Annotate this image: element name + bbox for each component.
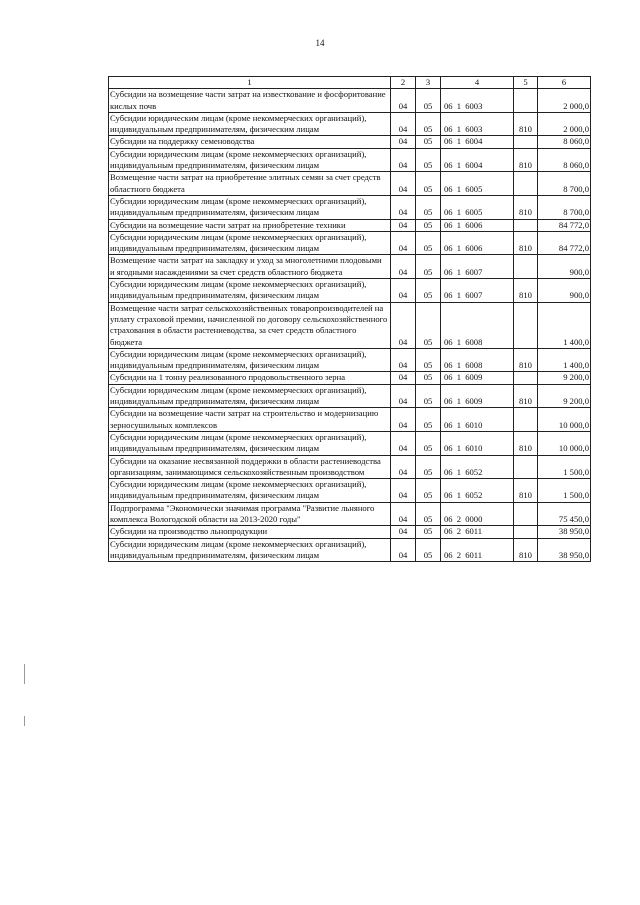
row-name: Возмещение части затрат на приобретение элитных семян за счет средств областного бюджета xyxy=(109,172,391,196)
row-section: 04 xyxy=(391,526,416,538)
row-name: Субсидии юридическим лицам (кроме некоммерческих организаций), индивидуальным предпринимателям, физическим лицам xyxy=(109,148,391,172)
row-expense-type: 810 xyxy=(514,348,538,372)
table-header-row xyxy=(109,77,591,89)
row-expense-type xyxy=(514,219,538,231)
row-expense-type: 810 xyxy=(514,479,538,503)
row-target-item: 06 1 6005 xyxy=(441,172,514,196)
row-expense-type xyxy=(514,302,538,348)
row-expense-type xyxy=(514,502,538,526)
row-section: 04 xyxy=(391,348,416,372)
column-header-expense-type: 5 xyxy=(514,77,538,89)
row-expense-type: 810 xyxy=(514,231,538,255)
row-section: 04 xyxy=(391,112,416,136)
table-row xyxy=(109,136,591,148)
row-section: 04 xyxy=(391,372,416,384)
row-expense-type: 810 xyxy=(514,538,538,562)
row-section: 04 xyxy=(391,279,416,303)
row-amount: 1 400,0 xyxy=(538,348,591,372)
row-amount: 2 000,0 xyxy=(538,89,591,113)
row-expense-type xyxy=(514,172,538,196)
row-section: 04 xyxy=(391,195,416,219)
table-row xyxy=(109,255,591,279)
column-header-subsection: 3 xyxy=(416,77,441,89)
row-expense-type xyxy=(514,372,538,384)
row-subsection: 05 xyxy=(416,148,441,172)
row-section: 04 xyxy=(391,455,416,479)
table-row xyxy=(109,112,591,136)
row-section: 04 xyxy=(391,479,416,503)
row-name: Субсидии на возмещение части затрат на приобретение техники xyxy=(109,219,391,231)
row-section: 04 xyxy=(391,172,416,196)
row-amount: 84 772,0 xyxy=(538,231,591,255)
table-row xyxy=(109,172,591,196)
row-subsection: 05 xyxy=(416,502,441,526)
row-subsection: 05 xyxy=(416,455,441,479)
row-target-item: 06 2 0000 xyxy=(441,502,514,526)
row-amount: 8 700,0 xyxy=(538,172,591,196)
row-name: Субсидии юридическим лицам (кроме некоммерческих организаций), индивидуальным предпринимателям, физическим лицам xyxy=(109,538,391,562)
row-expense-type xyxy=(514,89,538,113)
row-subsection: 05 xyxy=(416,538,441,562)
row-target-item: 06 1 6004 xyxy=(441,136,514,148)
row-subsection: 05 xyxy=(416,279,441,303)
row-name: Субсидии на 1 тонну реализованного продовольственного зерна xyxy=(109,372,391,384)
row-target-item: 06 1 6008 xyxy=(441,348,514,372)
row-expense-type xyxy=(514,526,538,538)
row-target-item: 06 1 6003 xyxy=(441,112,514,136)
budget-table xyxy=(108,76,591,562)
row-name: Субсидии на возмещение части затрат на строительство и модернизацию зерносушильных комплексов xyxy=(109,408,391,432)
table-row xyxy=(109,219,591,231)
table-row xyxy=(109,526,591,538)
row-amount: 38 950,0 xyxy=(538,538,591,562)
row-name: Субсидии юридическим лицам (кроме некоммерческих организаций), индивидуальным предпринимателям, физическим лицам xyxy=(109,195,391,219)
row-subsection: 05 xyxy=(416,384,441,408)
table-body xyxy=(109,89,591,562)
row-expense-type: 810 xyxy=(514,384,538,408)
table-row xyxy=(109,408,591,432)
row-target-item: 06 1 6008 xyxy=(441,302,514,348)
table-row xyxy=(109,195,591,219)
row-expense-type xyxy=(514,455,538,479)
row-section: 04 xyxy=(391,384,416,408)
row-section: 04 xyxy=(391,538,416,562)
row-amount: 9 200,0 xyxy=(538,372,591,384)
row-expense-type xyxy=(514,136,538,148)
row-expense-type: 810 xyxy=(514,279,538,303)
row-target-item: 06 1 6004 xyxy=(441,148,514,172)
row-target-item: 06 1 6052 xyxy=(441,479,514,503)
row-target-item: 06 1 6010 xyxy=(441,408,514,432)
row-subsection: 05 xyxy=(416,431,441,455)
row-subsection: 05 xyxy=(416,526,441,538)
scan-edge-mark xyxy=(24,716,25,726)
table-row xyxy=(109,455,591,479)
row-expense-type: 810 xyxy=(514,112,538,136)
row-subsection: 05 xyxy=(416,112,441,136)
table-row xyxy=(109,372,591,384)
row-target-item: 06 2 6011 xyxy=(441,538,514,562)
row-amount: 10 000,0 xyxy=(538,431,591,455)
row-name: Субсидии на возмещение части затрат на известкование и фосфоритование кислых почв xyxy=(109,89,391,113)
row-name: Возмещение части затрат сельскохозяйственных товаропроизводителей на уплату страховой премии, начисленной по договору сельскохозяйственного страхования в области растениеводства, за счет средств областного бюджета xyxy=(109,302,391,348)
row-expense-type xyxy=(514,255,538,279)
page-number: 14 xyxy=(315,38,325,48)
row-name: Субсидии на поддержку семеноводства xyxy=(109,136,391,148)
row-subsection: 05 xyxy=(416,89,441,113)
row-name: Субсидии юридическим лицам (кроме некоммерческих организаций), индивидуальным предпринимателям, физическим лицам xyxy=(109,231,391,255)
scan-edge-mark xyxy=(24,664,25,684)
table-row xyxy=(109,431,591,455)
row-target-item: 06 1 6007 xyxy=(441,255,514,279)
row-name: Субсидии юридическим лицам (кроме некоммерческих организаций), индивидуальным предпринимателям, физическим лицам xyxy=(109,112,391,136)
row-expense-type: 810 xyxy=(514,148,538,172)
table-row xyxy=(109,384,591,408)
table-row xyxy=(109,302,591,348)
row-expense-type: 810 xyxy=(514,195,538,219)
row-target-item: 06 1 6003 xyxy=(441,89,514,113)
row-name: Субсидии на производство льнопродукции xyxy=(109,526,391,538)
column-header-name: 1 xyxy=(109,77,391,89)
table-row xyxy=(109,479,591,503)
row-subsection: 05 xyxy=(416,136,441,148)
row-expense-type: 810 xyxy=(514,431,538,455)
row-target-item: 06 2 6011 xyxy=(441,526,514,538)
row-section: 04 xyxy=(391,136,416,148)
row-target-item: 06 1 6005 xyxy=(441,195,514,219)
table-row xyxy=(109,502,591,526)
column-header-target-item: 4 xyxy=(441,77,514,89)
row-name: Субсидии на оказание несвязанной поддержки в области растениеводства организациям, занимающимся сельскохозяйственным производством xyxy=(109,455,391,479)
row-section: 04 xyxy=(391,502,416,526)
row-amount: 2 000,0 xyxy=(538,112,591,136)
row-amount: 1 500,0 xyxy=(538,455,591,479)
table-row xyxy=(109,348,591,372)
row-amount: 900,0 xyxy=(538,279,591,303)
row-target-item: 06 1 6009 xyxy=(441,372,514,384)
row-name: Субсидии юридическим лицам (кроме некоммерческих организаций), индивидуальным предпринимателям, физическим лицам xyxy=(109,348,391,372)
row-amount: 84 772,0 xyxy=(538,219,591,231)
row-amount: 8 700,0 xyxy=(538,195,591,219)
row-amount: 8 060,0 xyxy=(538,136,591,148)
row-subsection: 05 xyxy=(416,408,441,432)
row-subsection: 05 xyxy=(416,219,441,231)
row-name: Субсидии юридическим лицам (кроме некоммерческих организаций), индивидуальным предпринимателям, физическим лицам xyxy=(109,279,391,303)
row-target-item: 06 1 6006 xyxy=(441,231,514,255)
row-name: Субсидии юридическим лицам (кроме некоммерческих организаций), индивидуальным предпринимателям, физическим лицам xyxy=(109,431,391,455)
row-subsection: 05 xyxy=(416,302,441,348)
column-header-section: 2 xyxy=(391,77,416,89)
row-expense-type xyxy=(514,408,538,432)
row-amount: 8 060,0 xyxy=(538,148,591,172)
row-subsection: 05 xyxy=(416,172,441,196)
row-target-item: 06 1 6007 xyxy=(441,279,514,303)
row-amount: 10 000,0 xyxy=(538,408,591,432)
row-subsection: 05 xyxy=(416,479,441,503)
table-row xyxy=(109,148,591,172)
row-amount: 1 400,0 xyxy=(538,302,591,348)
row-subsection: 05 xyxy=(416,372,441,384)
row-section: 04 xyxy=(391,408,416,432)
row-target-item: 06 1 6052 xyxy=(441,455,514,479)
table-row xyxy=(109,538,591,562)
row-subsection: 05 xyxy=(416,255,441,279)
row-subsection: 05 xyxy=(416,195,441,219)
column-header-amount: 6 xyxy=(538,77,591,89)
row-section: 04 xyxy=(391,231,416,255)
table-row xyxy=(109,279,591,303)
row-amount: 38 950,0 xyxy=(538,526,591,538)
row-name: Подпрограмма "Экономически значимая программа "Развитие льняного комплекса Вологодской области на 2013-2020 годы" xyxy=(109,502,391,526)
row-target-item: 06 1 6010 xyxy=(441,431,514,455)
row-amount: 9 200,0 xyxy=(538,384,591,408)
row-subsection: 05 xyxy=(416,348,441,372)
row-section: 04 xyxy=(391,255,416,279)
row-name: Субсидии юридическим лицам (кроме некоммерческих организаций), индивидуальным предпринимателям, физическим лицам xyxy=(109,479,391,503)
row-section: 04 xyxy=(391,302,416,348)
row-subsection: 05 xyxy=(416,231,441,255)
row-amount: 75 450,0 xyxy=(538,502,591,526)
row-section: 04 xyxy=(391,219,416,231)
table-row xyxy=(109,89,591,113)
row-section: 04 xyxy=(391,89,416,113)
row-amount: 1 500,0 xyxy=(538,479,591,503)
row-name: Возмещение части затрат на закладку и уход за многолетними плодовыми и ягодными насаждениями за счет средств областного бюджета xyxy=(109,255,391,279)
row-amount: 900,0 xyxy=(538,255,591,279)
row-target-item: 06 1 6009 xyxy=(441,384,514,408)
table-row xyxy=(109,231,591,255)
row-name: Субсидии юридическим лицам (кроме некоммерческих организаций), индивидуальным предпринимателям, физическим лицам xyxy=(109,384,391,408)
row-target-item: 06 1 6006 xyxy=(441,219,514,231)
row-section: 04 xyxy=(391,431,416,455)
row-section: 04 xyxy=(391,148,416,172)
